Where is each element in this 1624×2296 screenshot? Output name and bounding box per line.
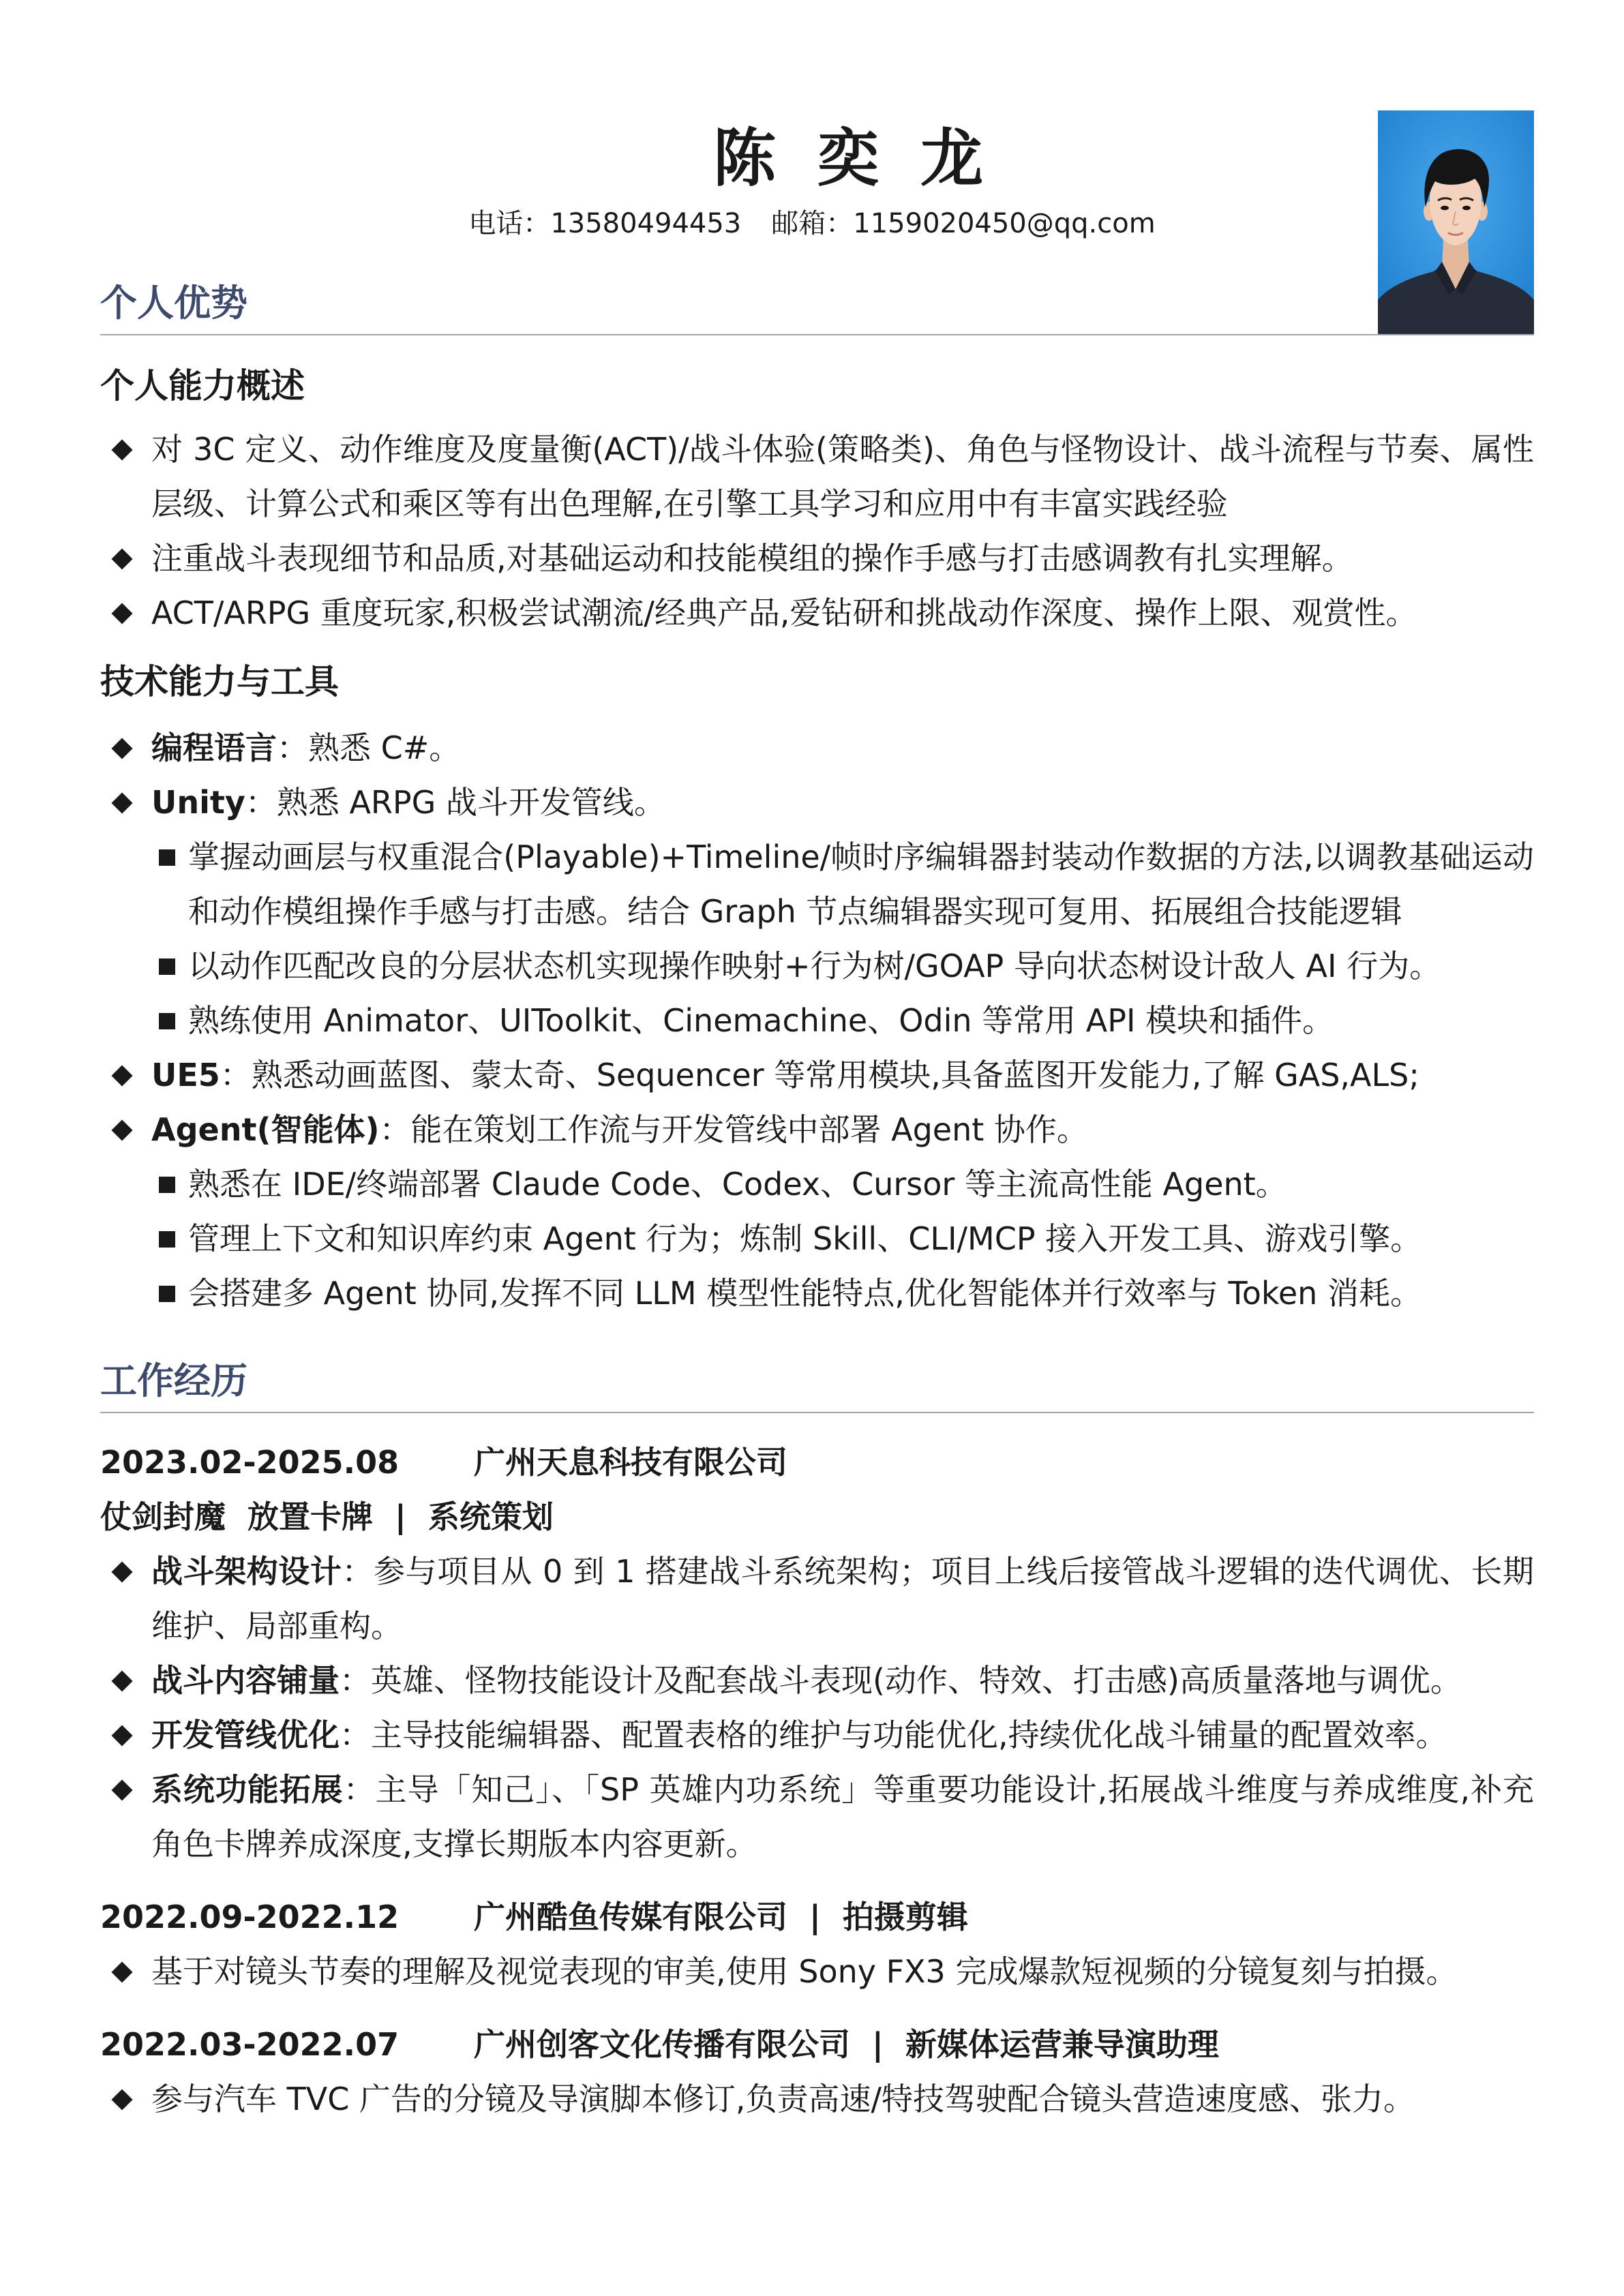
sub-list-item xyxy=(151,1157,1534,1211)
section-title-advantages: 个人优势 xyxy=(100,273,1534,335)
diamond-bullet-icon xyxy=(111,738,132,759)
duty-label: 开发管线优化 xyxy=(151,1717,340,1753)
section-title-experience: 工作经历 xyxy=(100,1350,1534,1413)
job-period: 2023.02-2025.08 xyxy=(100,1444,400,1481)
square-bullet-icon xyxy=(159,1177,175,1193)
duty-text: 基于对镜头节奏的理解及视觉表现的审美,使用 Sony FX3 完成爆款短视频的分镜复刻与拍摄。 xyxy=(151,1953,1458,1990)
skill-text: ：熟悉动画蓝图、蒙太奇、Sequencer 等常用模块,具备蓝图开发能力,了解 GAS,ALS; xyxy=(220,1057,1419,1093)
email-info xyxy=(771,208,1155,239)
duty-text: ：主导「知己」、「SP 英雄内功系统」等重要功能设计,拓展战斗维度与养成维度,补充角色卡牌养成深度,支撑长期版本内容更新。 xyxy=(151,1771,1535,1862)
square-bullet-icon xyxy=(159,1286,175,1302)
square-bullet-icon xyxy=(159,958,175,975)
sub-item-text: 掌握动画层与权重混合(Playable)+Timeline/帧时序编辑器封装动作数据的方法,以调教基础运动和动作模组操作手感与打击感。结合 Graph 节点编辑器实现可复用、拓展组合技能逻辑 xyxy=(188,839,1534,930)
overview-list xyxy=(100,422,1534,640)
diamond-bullet-icon xyxy=(111,548,132,569)
item-text: ACT/ARPG 重度玩家,积极尝试潮流/经典产品,爱钻研和挑战动作深度、操作上限、观赏性。 xyxy=(151,594,1417,631)
skill-text: ：熟悉 ARPG 战斗开发管线。 xyxy=(245,784,665,821)
diamond-bullet-icon xyxy=(111,2089,132,2110)
subhead-overview: 个人能力概述 xyxy=(100,366,305,406)
list-item xyxy=(100,1544,1534,1653)
duty-text: ：主导技能编辑器、配置表格的维护与功能优化,持续优化战斗铺量的配置效率。 xyxy=(340,1717,1447,1753)
skill-text: ：能在策划工作流与开发管线中部署 Agent 协作。 xyxy=(379,1111,1088,1148)
duty-text: ：参与项目从 0 到 1 搭建战斗系统架构；项目上线后接管战斗逻辑的迭代调优、长期维护、局部重构。 xyxy=(151,1553,1534,1644)
sub-list-item xyxy=(151,830,1534,939)
list-item xyxy=(100,1653,1534,1708)
skill-item xyxy=(100,1048,1534,1102)
job-period: 2022.09-2022.12 xyxy=(100,1899,400,1935)
duty-label: 战斗内容铺量 xyxy=(151,1662,340,1699)
sub-list-item xyxy=(151,993,1534,1048)
email-address: 1159020450@qq.com xyxy=(853,208,1156,239)
duty-label: 战斗架构设计 xyxy=(151,1553,342,1590)
duty-label: 系统功能拓展 xyxy=(151,1771,344,1808)
diamond-bullet-icon xyxy=(111,1119,132,1141)
skill-text: ：熟悉 C#。 xyxy=(277,729,461,766)
job-period: 2022.03-2022.07 xyxy=(100,2026,400,2063)
list-item xyxy=(100,2072,1534,2126)
email-label: 邮箱： xyxy=(771,208,854,239)
eye-right xyxy=(1462,206,1471,210)
job-duties-list xyxy=(100,1544,1534,1871)
list-item xyxy=(100,1708,1534,1762)
skills-list xyxy=(100,721,1534,1320)
phone-info xyxy=(468,208,741,239)
duty-text: 参与汽车 TVC 广告的分镜及导演脚本修订,负责高速/特技驾驶配合镜头营造速度感、张力。 xyxy=(151,2081,1415,2117)
eye-left xyxy=(1441,206,1449,210)
list-item xyxy=(100,1944,1534,1999)
skill-label: 编程语言 xyxy=(151,729,277,766)
item-text: 对 3C 定义、动作维度及度量衡(ACT)/战斗体验(策略类)、角色与怪物设计、战斗流程与节奏、属性层级、计算公式和乘区等有出色理解,在引擎工具学习和应用中有丰富实践经验 xyxy=(151,431,1534,522)
list-item xyxy=(100,1762,1534,1871)
diamond-bullet-icon xyxy=(111,792,132,813)
skill-label: UE5 xyxy=(151,1057,220,1093)
diamond-bullet-icon xyxy=(111,1961,132,1982)
list-item xyxy=(100,422,1534,531)
diamond-bullet-icon xyxy=(111,439,132,460)
square-bullet-icon xyxy=(159,1013,175,1029)
diamond-bullet-icon xyxy=(111,1065,132,1086)
job-duties-list xyxy=(100,1944,1534,1999)
sub-item-text: 熟练使用 Animator、UIToolkit、Cinemachine、Odin 等常用 API 模块和插件。 xyxy=(188,1002,1334,1039)
sub-item-text: 会搭建多 Agent 协同,发挥不同 LLM 模型性能特点,优化智能体并行效率与 Token 消耗。 xyxy=(188,1275,1422,1312)
unity-sublist xyxy=(151,830,1534,1048)
item-text: 注重战斗表现细节和品质,对基础运动和技能模组的操作手感与打击感调教有扎实理解。 xyxy=(151,540,1353,577)
diamond-bullet-icon xyxy=(111,1670,132,1691)
skill-label: Agent(智能体) xyxy=(151,1111,380,1148)
diamond-bullet-icon xyxy=(111,1779,132,1800)
sub-list-item xyxy=(151,939,1534,993)
job-header xyxy=(100,2017,1534,2072)
list-item xyxy=(100,531,1534,586)
phone-label: 电话： xyxy=(468,208,551,239)
diamond-bullet-icon xyxy=(111,603,132,624)
job-header xyxy=(100,1435,1534,1490)
agent-sublist xyxy=(151,1157,1534,1320)
job-company: 广州天息科技有限公司 xyxy=(474,1444,787,1481)
subhead-skills: 技术能力与工具 xyxy=(100,662,339,701)
job-duties-list xyxy=(100,2072,1534,2126)
diamond-bullet-icon xyxy=(111,1725,132,1746)
sub-item-text: 管理上下文和知识库约束 Agent 行为；炼制 Skill、CLI/MCP 接入开发工具、游戏引擎。 xyxy=(188,1220,1422,1257)
skill-item xyxy=(100,1102,1534,1320)
diamond-bullet-icon xyxy=(111,1561,132,1582)
sub-item-text: 以动作匹配改良的分层状态机实现操作映射+行为树/GOAP 导向状态树设计敌人 AI 行为。 xyxy=(188,948,1441,984)
job-header xyxy=(100,1890,1534,1944)
sub-item-text: 熟悉在 IDE/终端部署 Claude Code、Codex、Cursor 等主流高性能 Agent。 xyxy=(188,1166,1287,1203)
skill-label: Unity xyxy=(151,784,245,821)
job-company: 广州酷鱼传媒有限公司 | 拍摄剪辑 xyxy=(474,1899,968,1935)
job-role: 仗剑封魔 放置卡牌 | 系统策划 xyxy=(100,1498,554,1535)
job-company: 广州创客文化传播有限公司 | 新媒体运营兼导演助理 xyxy=(474,2026,1219,2063)
skill-item xyxy=(100,721,1534,775)
square-bullet-icon xyxy=(159,849,175,866)
phone-number: 13580494453 xyxy=(550,208,742,239)
list-item xyxy=(100,586,1534,640)
resume-content xyxy=(100,273,1534,2126)
duty-text: ：英雄、怪物技能设计及配套战斗表现(动作、特效、打击感)高质量落地与调优。 xyxy=(340,1662,1462,1699)
sub-list-item xyxy=(151,1211,1534,1266)
square-bullet-icon xyxy=(159,1231,175,1248)
candidate-name: 陈 奕 龙 xyxy=(712,122,993,195)
skill-item xyxy=(100,775,1534,1048)
sub-list-item xyxy=(151,1266,1534,1320)
